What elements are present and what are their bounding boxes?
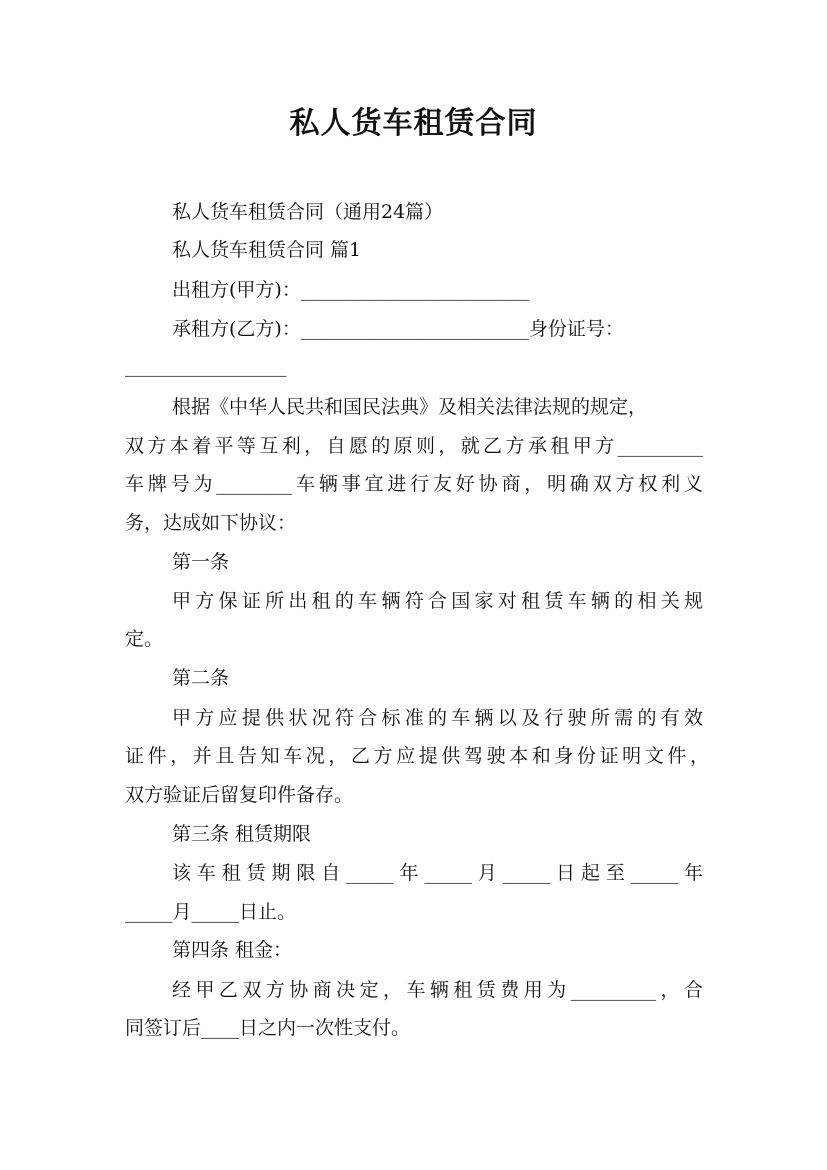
paragraph-line: 根据《中华人民共和国民法典》及相关法律法规的规定，	[172, 396, 648, 418]
article-heading: 第三条 租赁期限	[172, 823, 312, 845]
article-heading: 第一条	[172, 551, 230, 573]
lessee-field: 承租方(乙方)：________________________身份证号：	[172, 318, 624, 340]
section-heading: 私人货车租赁合同 篇1	[172, 239, 362, 261]
id-number-blank: _________________	[125, 355, 287, 377]
paragraph-line: 经甲乙双方协商决定，车辆租赁费用为_________，合	[172, 979, 703, 1001]
paragraph-line: 证件，并且告知车况，乙方应提供驾驶本和身份证明文件，	[125, 745, 709, 767]
paragraph-line: 该车租赁期限自_____年_____月_____日起至_____年	[172, 862, 703, 884]
article-heading: 第二条	[172, 667, 230, 689]
paragraph-line: 务，达成如下协议：	[125, 512, 297, 534]
paragraph-line: 同签订后____日之内一次性支付。	[125, 1017, 411, 1039]
article-heading: 第四条 租金：	[172, 939, 293, 961]
paragraph-line: 甲方应提供状况符合标准的车辆以及行驶所需的有效	[172, 707, 703, 729]
lessor-field: 出租方(甲方)：________________________	[172, 279, 529, 301]
paragraph-line: 定。	[125, 628, 164, 650]
paragraph-line: 双方本着平等互利，自愿的原则，就乙方承租甲方_________	[125, 435, 703, 457]
paragraph-line: _____月_____日止。	[125, 901, 297, 923]
paragraph-line: 车牌号为________车辆事宜进行友好协商，明确双方权利义	[125, 473, 703, 495]
paragraph-line: 甲方保证所出租的车辆符合国家对租赁车辆的相关规	[172, 590, 703, 612]
subtitle-line: 私人货车租赁合同（通用24篇）	[172, 201, 444, 223]
document-title: 私人货车租赁合同	[289, 106, 538, 141]
paragraph-line: 双方验证后留复印件备存。	[125, 784, 354, 806]
